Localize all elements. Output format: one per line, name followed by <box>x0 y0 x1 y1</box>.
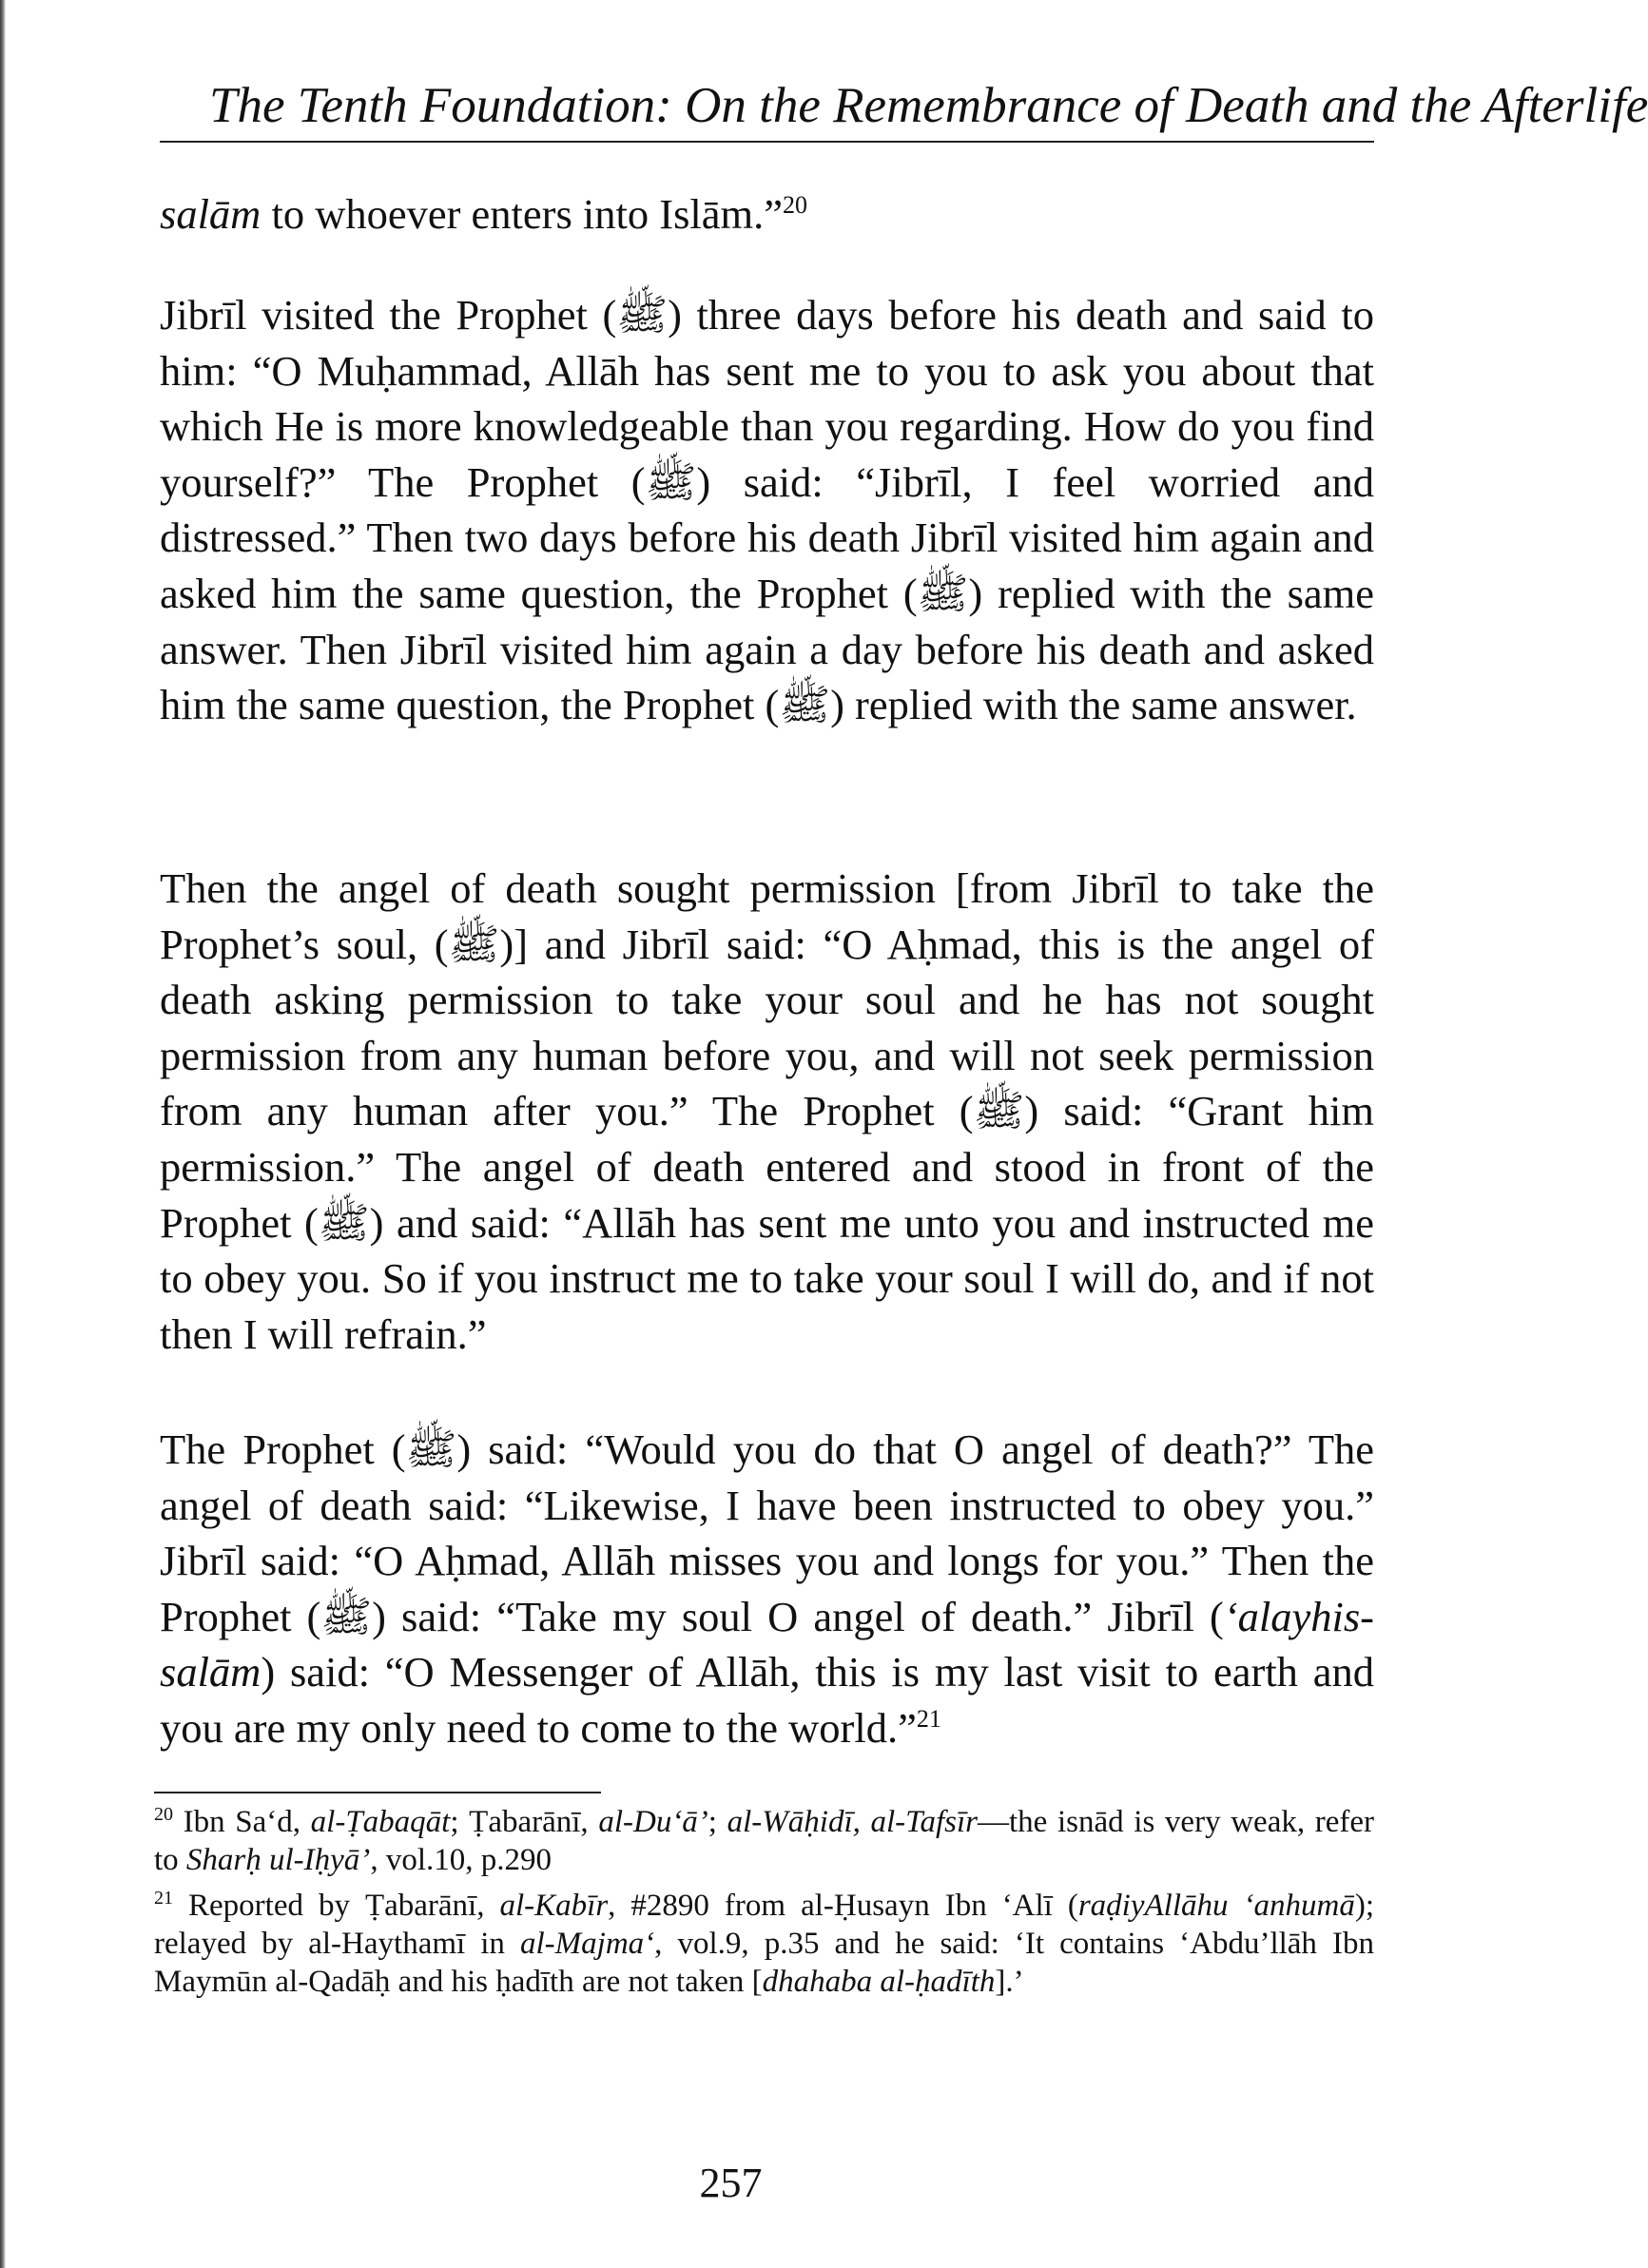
footnotes <box>154 1803 1374 2008</box>
footnote-italic: raḍiyAllāhu ‘anhumā <box>1077 1889 1355 1923</box>
footnote-20 <box>154 1803 1374 1879</box>
continued-paragraph <box>160 186 1374 242</box>
footnote-text: , vol.9, p.35 and he said: ‘It contains ‘Abdu’llāh Ibn Maymūn al-Qadāḥ and his ḥadīth are not taken [ <box>154 1927 1374 1999</box>
footnote-italic: al-Ṭabaqāt <box>310 1805 451 1839</box>
footnote-ref: 21 <box>916 1705 941 1734</box>
footnote-text: , #2890 from al-Ḥusayn Ibn ‘Alī ( <box>608 1889 1078 1923</box>
paragraph-jibril-visits: Jibrīl visited the Prophet (ﷺ) three days before his death and said to him: “O Muḥammad, Allāh has sent me to you to ask you about that which He is more knowledgeable than you regarding. How do you find yourself?” The Prophet (ﷺ) said: “Jibrīl, I feel worried and distressed.” Then two days before his death Jibrīl visited him again and asked him the same question, the Prophet (ﷺ) replied with the same answer. Then Jibrīl visited him again a day before his death and asked him the same question, the Prophet (ﷺ) replied with the same answer. <box>160 291 1374 729</box>
footnote-italic: dhahaba al-ḥadīth <box>762 1965 996 1999</box>
italic-term: ‘alayhis-salām <box>160 1592 1374 1696</box>
footnote-text: ].’ <box>995 1965 1024 1999</box>
footnote-italic: al-Majma‘ <box>520 1927 655 1961</box>
footnote-21 <box>154 1887 1374 2001</box>
footnote-divider <box>154 1792 601 1793</box>
footnote-text: ); relayed by al-Haythamī in <box>154 1889 1374 1961</box>
footnote-number: 21 <box>154 1888 173 1909</box>
footnote-italic: al-Du‘ā’ <box>598 1805 708 1839</box>
footnote-italic: al-Kabīr <box>499 1889 609 1923</box>
paragraph-angel-of-death: Then the angel of death sought permission [from Jibrīl to take the Prophet’s soul, (ﷺ)] and Jibrīl said: “O Aḥmad, this is the angel of death asking permission to take your soul and he has not sought permission from any human before you, and will not seek permission from any human after you.” The Prophet (ﷺ) said: “Grant him permission.” The angel of death entered and stood in front of the Prophet (ﷺ) and said: “Allāh has sent me unto you and instructed me to obey you. So if you instruct me to take your soul I will do, and if not then I will refrain.” <box>160 864 1374 1358</box>
footnote-italic: Sharḥ ul-Iḥyā’ <box>185 1843 371 1877</box>
paragraph-final-visit <box>160 1422 1374 1756</box>
page-number: 257 <box>699 2160 763 2206</box>
italic-term: salām <box>160 190 262 238</box>
page-header <box>160 48 1648 143</box>
footnote-number: 20 <box>154 1804 173 1825</box>
paragraph-text: ) said: “O Messenger of Allāh, this is my last visit to earth and you are my only need to come to the world.” <box>160 1648 1374 1752</box>
paragraph-text: The Prophet (ﷺ) said: “Would you do that O angel of death?” The angel of death said: “Likewise, I have been instructed to obey you.” Jibrīl said: “O Aḥmad, Allāh misses you and longs for you.” Then the Prophet (ﷺ) said: “Take my soul O angel of death.” Jibrīl ( <box>160 1425 1374 1640</box>
paragraph-text: to whoever enters into Islām.” <box>261 190 783 238</box>
footnote-text: , vol.10, p.290 <box>370 1843 552 1877</box>
footnote-text: ; Ṭabarānī, <box>450 1805 599 1839</box>
footnote-text: —the isnād is very weak, refer to <box>154 1805 1374 1877</box>
footnote-ref: 20 <box>783 191 807 220</box>
running-title: The Tenth Foundation: On the Remembrance of Death and the Afterlife <box>209 78 1648 133</box>
footnote-text: Reported by Ṭabarānī, <box>173 1889 500 1923</box>
footnote-italic: al-Wāḥidī, al-Tafsīr <box>727 1805 979 1839</box>
footnote-text: ; <box>708 1805 727 1839</box>
footnote-text: Ibn Sa‘d, <box>173 1805 311 1839</box>
page-binding-edge <box>0 0 6 2268</box>
